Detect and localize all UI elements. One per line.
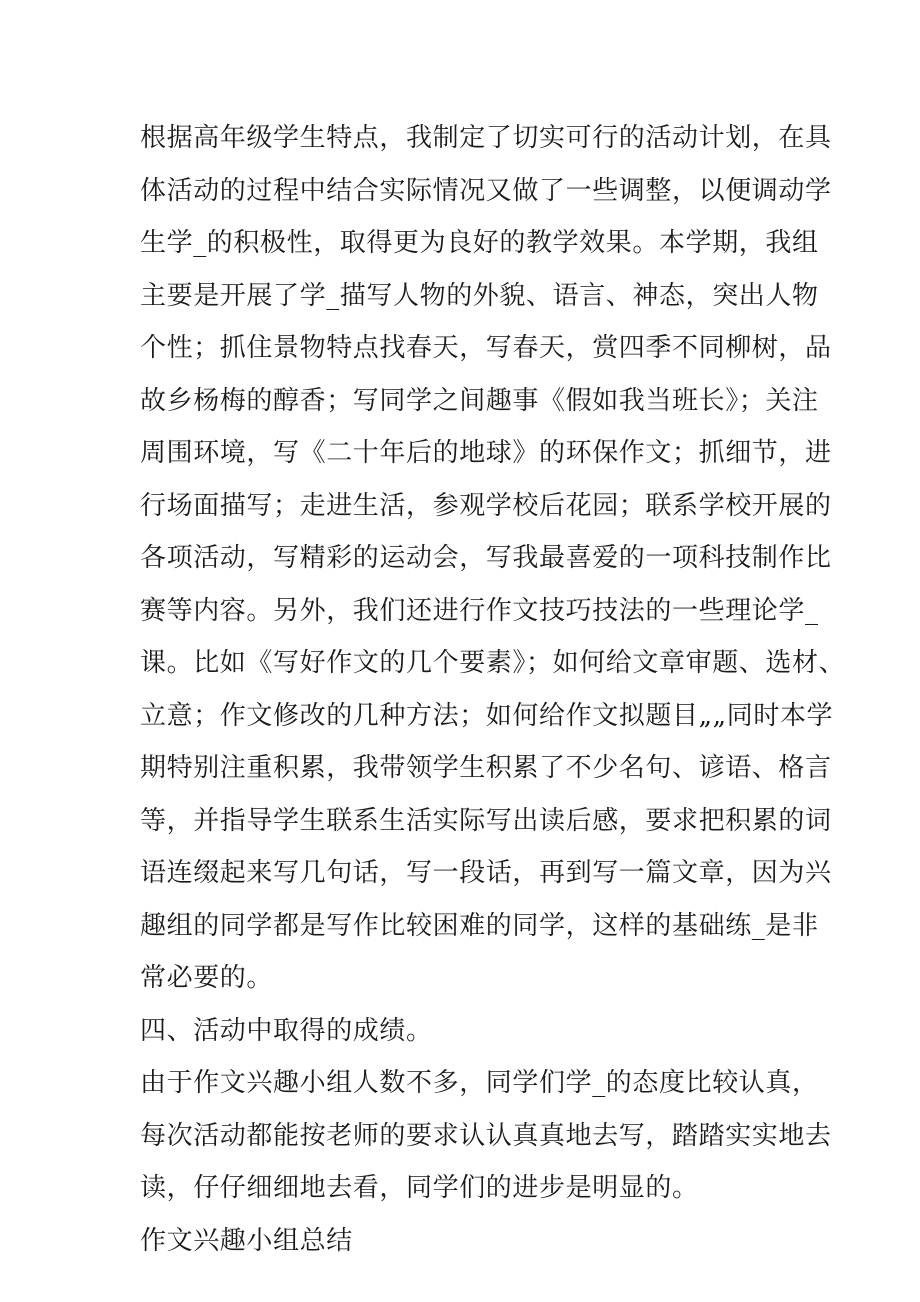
document-body — [140, 112, 846, 1267]
text-line: 故乡杨梅的醇香；写同学之间趣事《假如我当班长》；关注 — [140, 385, 819, 416]
text-line: 语连缀起来写几句话，写一段话，再到写一篇文章，因为兴 — [140, 858, 832, 888]
text-line: 课。比如《写好作文的几个要素》；如何给文章审题、选材、 — [140, 648, 846, 678]
text-line: 主要是开展了学_描写人物的外貌、语言、神态，突出人物 — [140, 280, 819, 311]
text-line: 各项活动，写精彩的运动会，写我最喜爱的一项科技制作比 — [140, 543, 832, 573]
text-line: 行场面描写；走进生活，参观学校后花园；联系学校开展的 — [140, 490, 832, 521]
section-heading: 四、活动中取得的成绩。 — [140, 1015, 433, 1046]
text-line: 体活动的过程中结合实际情况又做了一些调整，以便调动学 — [140, 175, 832, 206]
text-line: 周围环境，写《二十年后的地球》的环保作文；抓细节，进 — [140, 438, 832, 468]
document-title: 作文兴趣小组总结 — [140, 1225, 353, 1256]
text-line: 等，并指导学生联系生活实际写出读后感，要求把积累的词 — [140, 805, 832, 836]
text-line: 常必要的。 — [140, 963, 274, 993]
text-line: 生学_的积极性，取得更为良好的教学效果。本学期，我组 — [140, 228, 819, 258]
text-line: 立意；作文修改的几种方法；如何给作文拟题目„„同时本学 — [140, 700, 834, 731]
text-line: 趣组的同学都是写作比较困难的同学，这样的基础练_是非 — [140, 910, 819, 941]
text-line: 每次活动都能按老师的要求认认真真地去写，踏踏实实地去 — [140, 1120, 832, 1151]
text-line: 根据高年级学生特点，我制定了切实可行的活动计划，在具 — [140, 123, 832, 153]
text-line: 期特别注重积累，我带领学生积累了不少名句、谚语、格言 — [140, 753, 832, 783]
text-line: 由于作文兴趣小组人数不多，同学们学_的态度比较认真， — [140, 1068, 819, 1098]
text-line: 读，仔仔细细地去看，同学们的进步是明显的。 — [140, 1173, 699, 1203]
text-line: 赛等内容。另外，我们还进行作文技巧技法的一些理论学_ — [140, 595, 819, 626]
text-line: 个性；抓住景物特点找春天，写春天，赏四季不同柳树，品 — [140, 333, 832, 363]
